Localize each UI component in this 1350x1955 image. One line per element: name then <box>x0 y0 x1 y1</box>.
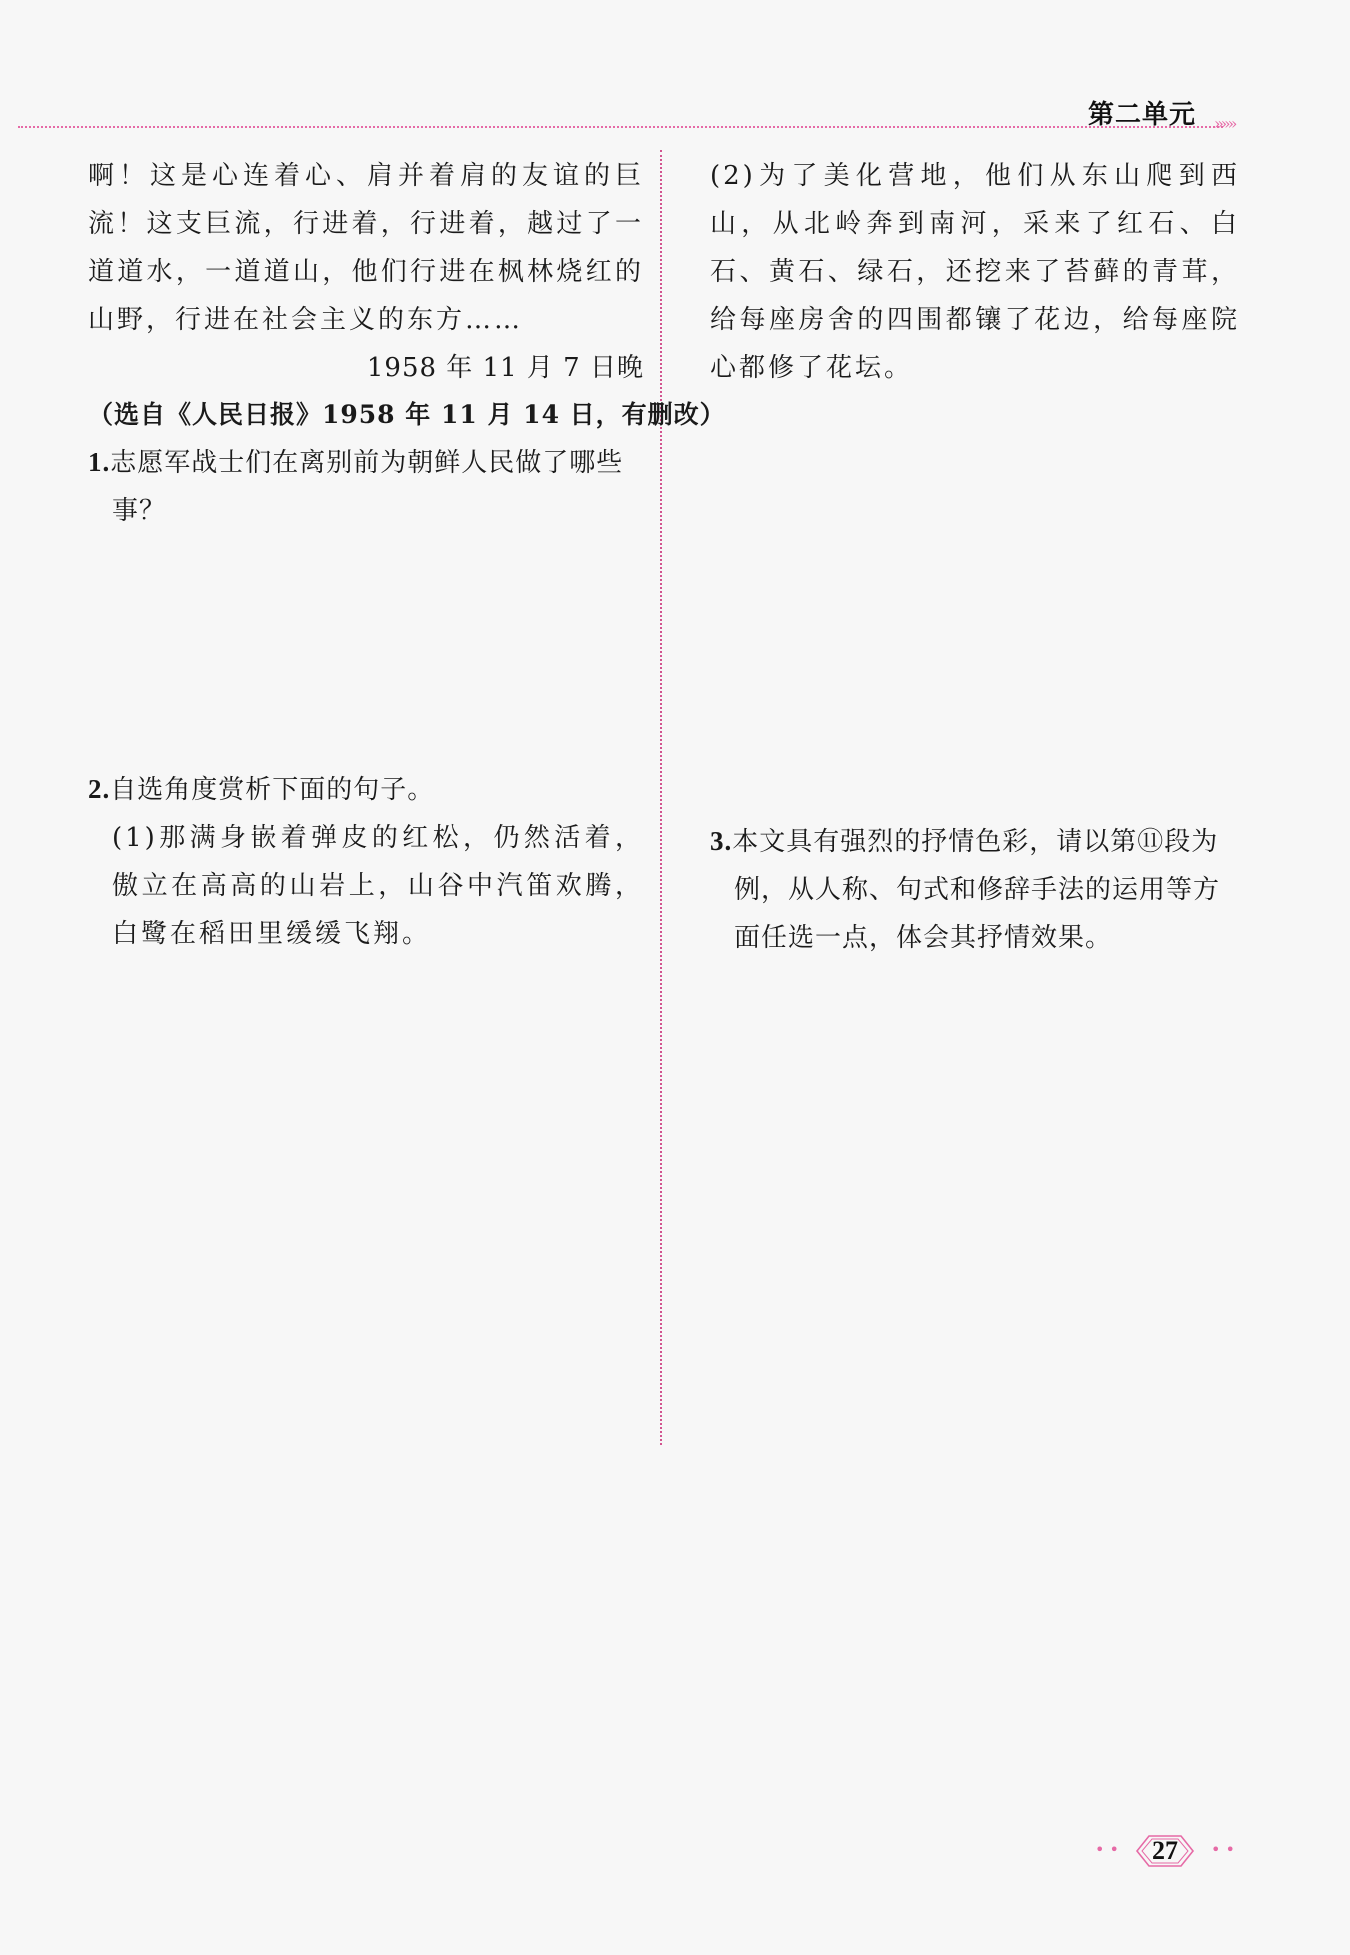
page-number-badge <box>1095 1833 1235 1873</box>
question-3 <box>710 817 1240 962</box>
question-2-item-1: (1)那满身嵌着弹皮的红松，仍然活着，傲立在高高的山岩上，山谷中汽笛欢腾，白鹭在稻田里缓缓飞翔。 <box>112 823 644 949</box>
question-2 <box>88 765 644 814</box>
question-number: 3. <box>710 826 733 856</box>
answer-space-1[interactable] <box>88 535 644 765</box>
answer-space-2b[interactable] <box>710 392 1240 817</box>
passage-source: （选自《人民日报》1958 年 11 月 14 日，有删改） <box>88 400 726 429</box>
header-divider <box>18 126 1223 128</box>
question-number: 1. <box>88 447 111 477</box>
page-number: 27 <box>1152 1836 1178 1865</box>
question-text: 志愿军战士们在离别前为朝鲜人民做了哪些事？ <box>110 448 624 526</box>
question-text: 自选角度赏析下面的句子。 <box>110 775 435 805</box>
answer-space-3[interactable] <box>710 962 1240 1462</box>
header-arrow-icon: »»» <box>1214 114 1235 133</box>
question-1 <box>88 438 644 535</box>
question-text: 本文具有强烈的抒情色彩，请以第⑪段为例，从人称、句式和修辞手法的运用等方面任选一点，体会其抒情效果。 <box>732 827 1221 953</box>
unit-title: 第二单元 <box>1088 100 1197 130</box>
answer-space-2[interactable] <box>88 958 644 1458</box>
right-column <box>710 152 1240 1462</box>
dot-icon: • • <box>1211 1840 1235 1859</box>
left-column <box>88 152 726 1458</box>
passage-ending: 啊！这是心连着心、肩并着肩的友谊的巨流！这支巨流，行进着，行进着，越过了一道道水，一道道山，他们行进在枫林烧红的山野，行进在社会主义的东方…… <box>88 161 644 335</box>
question-number: 2. <box>88 774 111 804</box>
passage-date: 1958 年 11 月 7 日晚 <box>366 353 644 383</box>
dot-icon: • • <box>1095 1840 1119 1859</box>
column-divider <box>660 150 662 1445</box>
question-2-item-2: (2)为了美化营地，他们从东山爬到西山，从北岭奔到南河，采来了红石、白石、黄石、绿石，还挖来了苔藓的青茸，给每座房舍的四围都镶了花边，给每座院心都修了花坛。 <box>710 161 1240 383</box>
